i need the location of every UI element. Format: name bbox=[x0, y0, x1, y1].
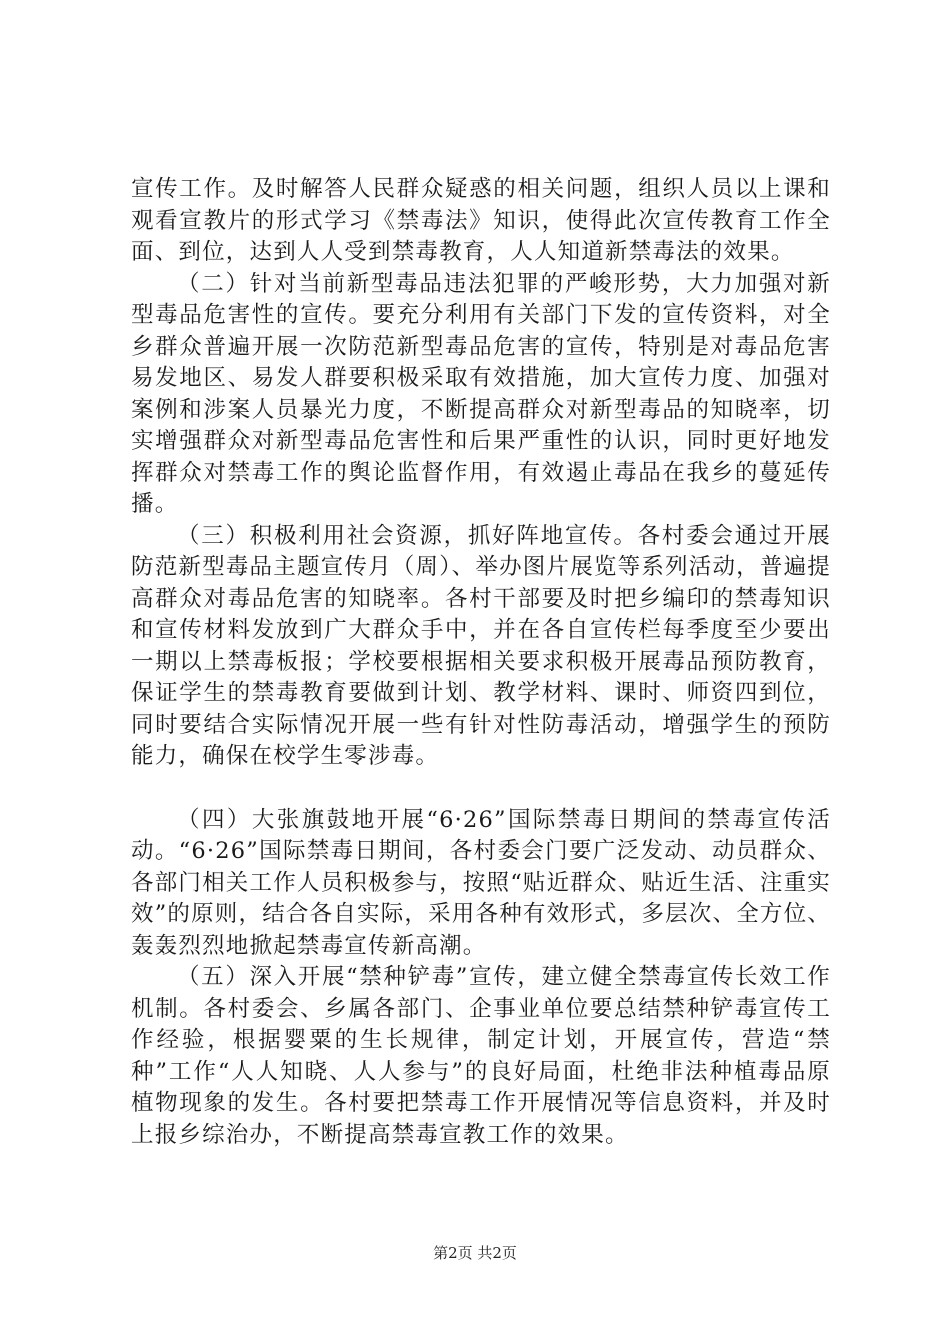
paragraph-section-5: （五）深入开展“禁种铲毒”宣传，建立健全禁毒宣传长效工作机制。各村委会、乡属各部门、企事业单位要总结禁种铲毒宣传工作经验，根据婴粟的生长规律，制定计划，开展宣传，营造“禁种”工作“人人知晓、人人参与”的良好局面，杜绝非法种植毒品原植物现象的发生。各村要把禁毒工作开展情况等信息资料，并及时上报乡综治办，不断提高禁毒宣教工作的效果。 bbox=[131, 964, 831, 1148]
paragraph-section-3: （三）积极利用社会资源，抓好阵地宣传。各村委会通过开展防范新型毒品主题宣传月（周）、举办图片展览等系列活动，普遍提高群众对毒品危害的知晓率。各村干部要及时把乡编印的禁毒知识和宣传材料发放到广大群众手中，并在各自宣传栏每季度至少要出一期以上禁毒板报；学校要根据相关要求积极开展毒品预防教育，保证学生的禁毒教育要做到计划、教学材料、课时、师资四到位，同时要结合实际情况开展一些有针对性防毒活动，增强学生的预防能力，确保在校学生零涉毒。 bbox=[131, 522, 831, 769]
paragraph-continuation: 宣传工作。及时解答人民群众疑惑的相关问题，组织人员以上课和观看宣教片的形式学习《禁毒法》知识，使得此次宣传教育工作全面、到位，达到人人受到禁毒教育，人人知道新禁毒法的效果。 bbox=[131, 176, 831, 265]
page-number-footer: 第2页 共2页 bbox=[433, 1244, 517, 1262]
document-body bbox=[131, 174, 831, 1151]
paragraph-section-4: （四）大张旗鼓地开展“6·26”国际禁毒日期间的禁毒宣传活动。“6·26”国际禁毒日期间，各村委会门要广泛发动、动员群众、各部门相关工作人员积极参与，按照“贴近群众、贴近生活、注重实效”的原则，结合各自实际，采用各种有效形式，多层次、全方位、轰轰烈烈地掀起禁毒宣传新高潮。 bbox=[131, 806, 832, 959]
paragraph-section-2: （二）针对当前新型毒品违法犯罪的严峻形势，大力加强对新型毒品危害性的宣传。要充分利用有关部门下发的宣传资料，对全乡群众普遍开展一次防范新型毒品危害的宣传，特别是对毒品危害易发地区、易发人群要积极采取有效措施，加大宣传力度、加强对案例和涉案人员暴光力度，不断提高群众对新型毒品的知晓率，切实增强群众对新型毒品危害性和后果严重性的认识，同时更好地发挥群众对禁毒工作的舆论监督作用，有效遏止毒品在我乡的蔓延传播。 bbox=[131, 270, 831, 517]
